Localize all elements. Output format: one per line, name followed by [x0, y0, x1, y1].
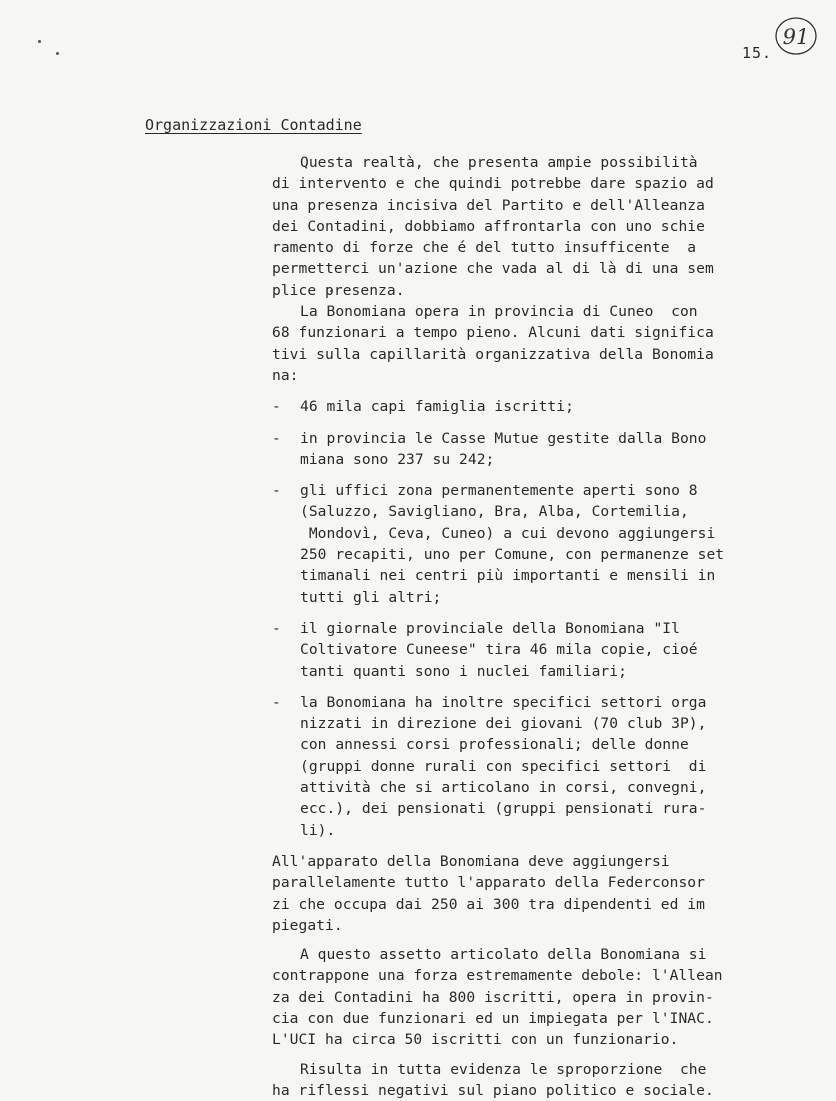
federconsorzi-paragraph: [272, 851, 772, 936]
text-line: contrappone una forza estremamente debole: l'Allean: [272, 967, 723, 985]
text-line: nizzati in direzione dei giovani (70 club 3P),: [300, 715, 707, 733]
text-line: Risulta in tutta evidenza le sproporzione che: [300, 1060, 707, 1078]
list-item: [272, 618, 772, 682]
text-line: piegati.: [272, 916, 343, 934]
text-line: Coltivatore Cuneese" tira 46 mila copie, cioé: [300, 641, 698, 659]
text-line: zi che occupa dai 250 ai 300 tra dipendenti ed im: [272, 895, 705, 913]
text-line: timanali nei centri più importanti e mensili in: [300, 567, 716, 585]
page-number: 15.: [742, 44, 773, 62]
text-line: 250 recapiti, uno per Comune, con permanenze set: [300, 546, 725, 564]
paper-speck: [38, 40, 41, 43]
intro-paragraph: [272, 152, 772, 301]
text-line: Questa realtà, che presenta ampie possibilità: [300, 154, 698, 171]
bullet-dash: -: [272, 429, 281, 447]
text-line: L'UCI ha circa 50 iscritti con un funzionario.: [272, 1031, 679, 1049]
document-body: [272, 152, 772, 1101]
bullet-dash: -: [272, 619, 281, 637]
text-line: ha riflessi negativi sul piano politico e sociale.: [272, 1081, 714, 1099]
paper-speck: [56, 52, 59, 55]
list-item: [272, 480, 772, 608]
bonomiana-paragraph: [272, 301, 772, 386]
text-line: tivi sulla capillarità organizzativa della Bonomia: [272, 345, 714, 363]
bullet-dash: -: [272, 482, 281, 500]
text-line: in provincia le Casse Mutue gestite dalla Bono: [300, 429, 707, 447]
text-line: il giornale provinciale della Bonomiana "Il: [300, 619, 680, 637]
text-line: Mondovì, Ceva, Cuneo) a cui devono aggiungersi: [300, 524, 716, 542]
text-line: (Saluzzo, Savigliano, Bra, Alba, Cortemilia,: [300, 503, 689, 521]
text-line: dei Contadini, dobbiamo affrontarla con uno schie: [272, 217, 705, 235]
list-item: [272, 396, 772, 417]
archive-number-stamp: [772, 14, 820, 62]
text-line: gli uffici zona permanentemente aperti sono 8: [300, 482, 698, 500]
text-line: parallelamente tutto l'apparato della Federconsor: [272, 874, 705, 892]
text-line: 68 funzionari a tempo pieno. Alcuni dati significa: [272, 324, 714, 342]
text-line: ramento di forze che é del tutto insufficente a: [272, 239, 697, 257]
text-line: permetterci un'azione che vada al di là di una sem: [272, 260, 714, 278]
text-line: A questo assetto articolato della Bonomiana si: [300, 946, 707, 964]
text-line: tutti gli altri;: [300, 588, 442, 606]
text-line: (gruppi donne rurali con specifici settori di: [300, 757, 707, 775]
bullet-list: [272, 396, 772, 841]
text-line: za dei Contadini ha 800 iscritti, opera in provin-: [272, 988, 714, 1006]
alleanza-paragraph: [272, 944, 772, 1050]
text-line: tanti quanti sono i nuclei familiari;: [300, 662, 627, 680]
text-line: La Bonomiana opera in provincia di Cuneo con: [300, 303, 698, 321]
text-line: attività che si articolano in corsi, convegni,: [300, 779, 707, 797]
text-line: con annessi corsi professionali; delle donne: [300, 736, 689, 754]
stamp-number: 91: [782, 25, 810, 49]
list-item: [272, 692, 772, 841]
text-line: 46 mila capi famiglia iscritti;: [300, 398, 574, 416]
text-line: li).: [300, 821, 336, 839]
text-line: All'apparato della Bonomiana deve aggiungersi: [272, 852, 670, 870]
text-line: plice presenza.: [272, 281, 405, 299]
bullet-dash: -: [272, 398, 281, 416]
text-line: miana sono 237 su 242;: [300, 450, 495, 468]
text-line: cia con due funzionari ed un impiegata per l'INAC.: [272, 1009, 714, 1027]
text-line: di intervento e che quindi potrebbe dare spazio ad: [272, 175, 714, 193]
text-line: ecc.), dei pensionati (gruppi pensionati rura-: [300, 800, 707, 818]
text-line: la Bonomiana ha inoltre specifici settori orga: [300, 693, 707, 711]
section-heading: Organizzazioni Contadine: [145, 116, 362, 134]
text-line: una presenza incisiva del Partito e dell'Alleanza: [272, 196, 705, 214]
text-line: na:: [272, 366, 299, 384]
bullet-dash: -: [272, 693, 281, 711]
list-item: [272, 428, 772, 471]
